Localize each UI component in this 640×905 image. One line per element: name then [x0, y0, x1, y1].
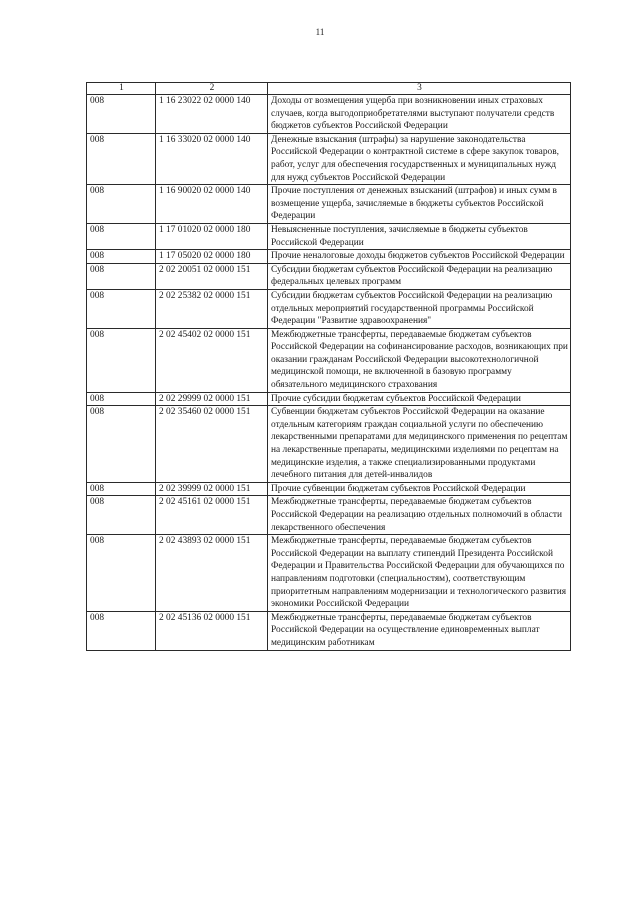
- table-row: [87, 95, 571, 134]
- admin-code-cell: 008: [87, 392, 156, 406]
- budget-code-cell: 1 16 23022 02 0000 140: [156, 95, 268, 134]
- budget-code-cell: 2 02 35460 02 0000 151: [156, 406, 268, 483]
- admin-code-cell: 008: [87, 289, 156, 328]
- table-row: [87, 328, 571, 392]
- admin-code-cell: 008: [87, 611, 156, 650]
- column-header-admin: 1: [87, 83, 156, 95]
- admin-code-cell: 008: [87, 535, 156, 612]
- budget-code-cell: 2 02 45402 02 0000 151: [156, 328, 268, 392]
- table-row: [87, 289, 571, 328]
- description-cell: Доходы от возмещения ущерба при возникновении иных страховых случаев, когда выгодоприобретателями выступают получатели средств бюджетов субъектов Российской Федерации: [268, 95, 571, 134]
- column-header-description: 3: [268, 83, 571, 95]
- budget-code-cell: 2 02 20051 02 0000 151: [156, 263, 268, 289]
- description-cell: Прочие поступления от денежных взысканий (штрафов) и иных сумм в возмещение ущерба, зачисляемые в бюджеты субъектов Российской Федерации: [268, 185, 571, 224]
- admin-code-cell: 008: [87, 496, 156, 535]
- table-row: [87, 482, 571, 496]
- description-cell: Субсидии бюджетам субъектов Российской Федерации на реализацию федеральных целевых программ: [268, 263, 571, 289]
- description-cell: Прочие субвенции бюджетам субъектов Российской Федерации: [268, 482, 571, 496]
- table-row: [87, 263, 571, 289]
- description-cell: Межбюджетные трансферты, передаваемые бюджетам субъектов Российской Федерации на софинансирование расходов, возникающих при оказании гражданам Российской Федерации высокотехнологичной медицинской помощи, не включенной в базовую программу обязательного медицинского страхования: [268, 328, 571, 392]
- revenue-codes-table: [86, 82, 571, 651]
- table-row: [87, 392, 571, 406]
- description-cell: Межбюджетные трансферты, передаваемые бюджетам субъектов Российской Федерации на выплату стипендий Президента Российской Федерации и Правительства Российской Федерации для обучающихся по направлениям подготовки (специальностям), соответствующим приоритетным направлениям модернизации и технологического развития экономики Российской Федерации: [268, 535, 571, 612]
- budget-code-cell: 1 16 33020 02 0000 140: [156, 133, 268, 184]
- admin-code-cell: 008: [87, 250, 156, 264]
- description-cell: Субсидии бюджетам субъектов Российской Федерации на реализацию отдельных мероприятий государственной программы Российской Федерации "Развитие здравоохранения": [268, 289, 571, 328]
- description-cell: Межбюджетные трансферты, передаваемые бюджетам субъектов Российской Федерации на реализацию отдельных полномочий в области лекарственного обеспечения: [268, 496, 571, 535]
- budget-code-cell: 1 17 01020 02 0000 180: [156, 223, 268, 249]
- budget-code-cell: 2 02 43893 02 0000 151: [156, 535, 268, 612]
- table-row: [87, 535, 571, 612]
- table-row: [87, 185, 571, 224]
- admin-code-cell: 008: [87, 482, 156, 496]
- table-row: [87, 250, 571, 264]
- table-header-row: [87, 83, 571, 95]
- admin-code-cell: 008: [87, 95, 156, 134]
- budget-code-cell: 1 17 05020 02 0000 180: [156, 250, 268, 264]
- admin-code-cell: 008: [87, 328, 156, 392]
- admin-code-cell: 008: [87, 185, 156, 224]
- table-row: [87, 223, 571, 249]
- description-cell: Субвенции бюджетам субъектов Российской Федерации на оказание отдельным категориям граждан социальной услуги по обеспечению лекарственными препаратами для медицинского применения по рецептам на лекарственные препараты, медицинскими изделиями по рецептам на медицинские изделия, а также специализированными продуктами лечебного питания для детей-инвалидов: [268, 406, 571, 483]
- admin-code-cell: 008: [87, 263, 156, 289]
- table-row: [87, 406, 571, 483]
- page-number: 11: [315, 27, 325, 37]
- table-row: [87, 133, 571, 184]
- budget-code-cell: 2 02 39999 02 0000 151: [156, 482, 268, 496]
- budget-code-cell: 2 02 45136 02 0000 151: [156, 611, 268, 650]
- table-row: [87, 611, 571, 650]
- description-cell: Прочие неналоговые доходы бюджетов субъектов Российской Федерации: [268, 250, 571, 264]
- description-cell: Денежные взыскания (штрафы) за нарушение законодательства Российской Федерации о контрактной системе в сфере закупок товаров, работ, услуг для обеспечения государственных и муниципальных нужд для нужд субъектов Российской Федерации: [268, 133, 571, 184]
- budget-code-cell: 2 02 25382 02 0000 151: [156, 289, 268, 328]
- description-cell: Невыясненные поступления, зачисляемые в бюджеты субъектов Российской Федерации: [268, 223, 571, 249]
- admin-code-cell: 008: [87, 133, 156, 184]
- admin-code-cell: 008: [87, 406, 156, 483]
- column-header-code: 2: [156, 83, 268, 95]
- admin-code-cell: 008: [87, 223, 156, 249]
- budget-code-cell: 2 02 45161 02 0000 151: [156, 496, 268, 535]
- budget-code-cell: 1 16 90020 02 0000 140: [156, 185, 268, 224]
- budget-code-cell: 2 02 29999 02 0000 151: [156, 392, 268, 406]
- description-cell: Межбюджетные трансферты, передаваемые бюджетам субъектов Российской Федерации на осуществление единовременных выплат медицинским работникам: [268, 611, 571, 650]
- table-row: [87, 496, 571, 535]
- description-cell: Прочие субсидии бюджетам субъектов Российской Федерации: [268, 392, 571, 406]
